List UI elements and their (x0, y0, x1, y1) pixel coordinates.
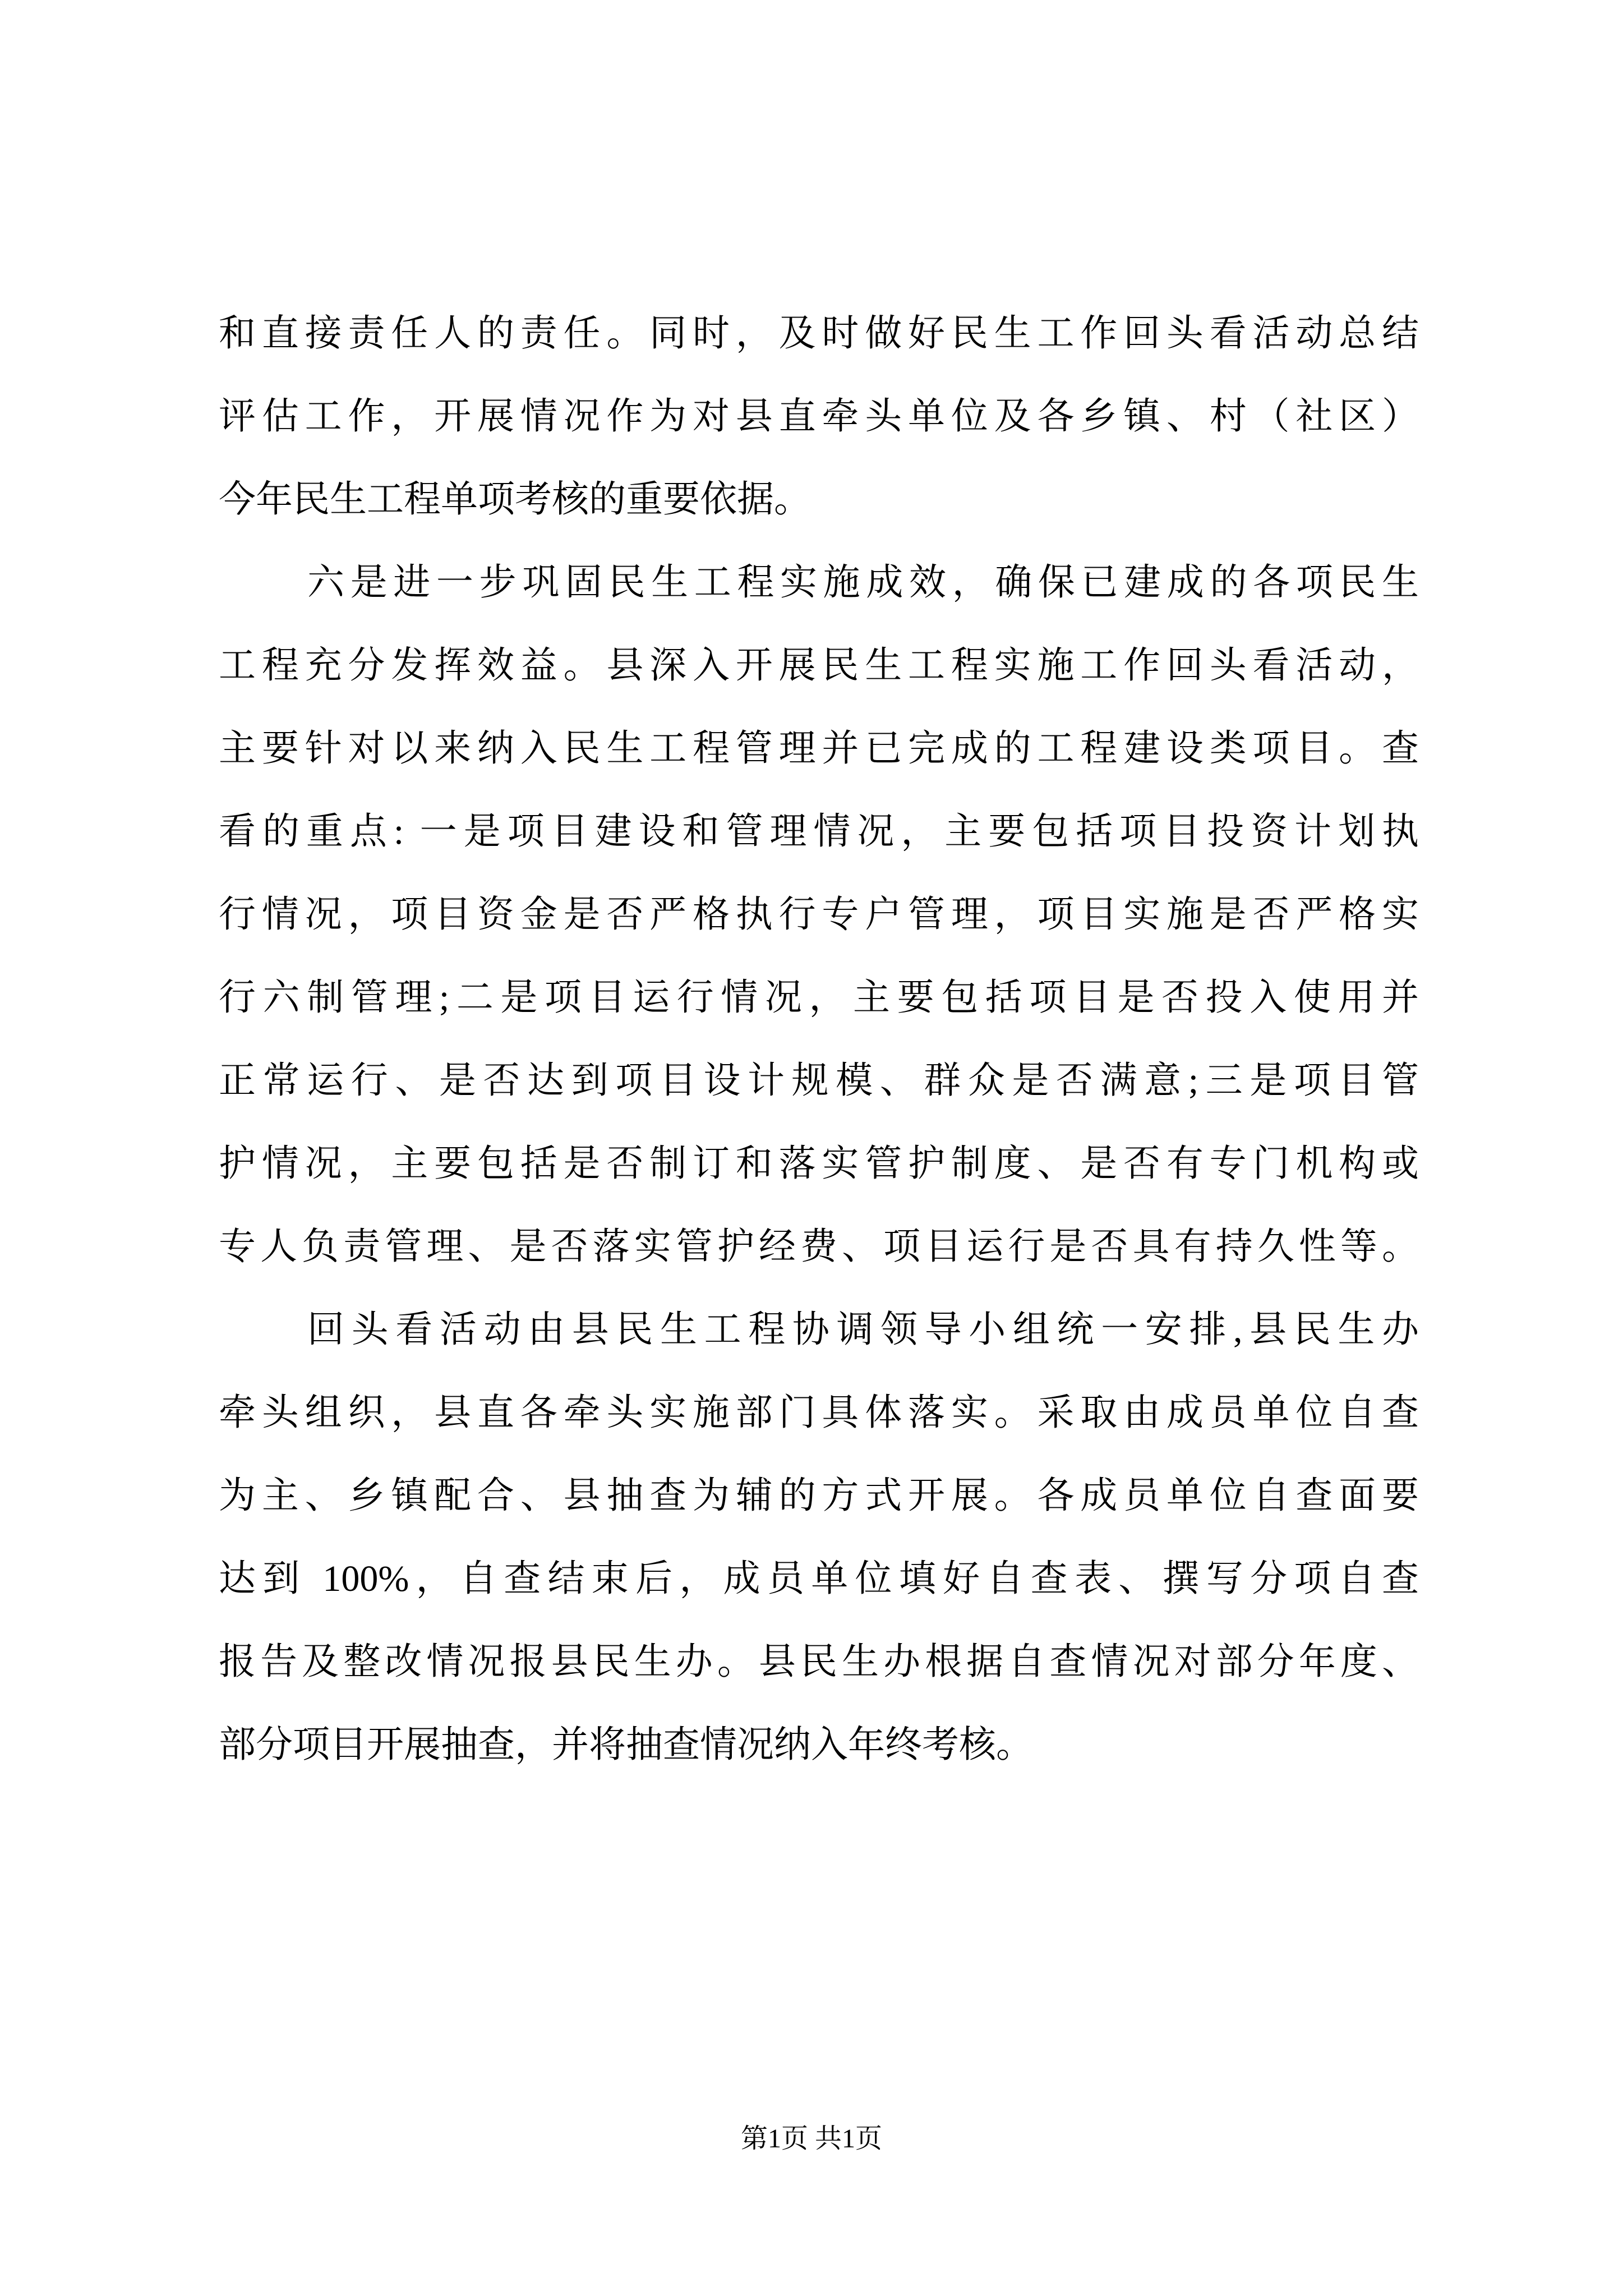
document-body (219, 292, 1419, 1787)
text-line: 报告及整改情况报县民生办。县民生办根据自查情况对部分年度、 (219, 1641, 1419, 1682)
text-line: 今年民生工程单项考核的重要依据。 (219, 479, 811, 520)
text-line: 评估工作，开展情况作为对县直牵头单位及各乡镇、村（社区） (219, 396, 1419, 437)
text-line: 专人负责管理、是否落实管护经费、项目运行是否具有持久性等。 (219, 1226, 1419, 1267)
text-line: 达到 100%，自查结束后，成员单位填好自查表、撰写分项自查 (219, 1558, 1419, 1599)
text-line: 工程充分发挥效益。县深入开展民生工程实施工作回头看活动， (219, 645, 1419, 686)
text-line: 六是进一步巩固民生工程实施成效，确保已建成的各项民生 (307, 562, 1419, 603)
text-line: 为主、乡镇配合、县抽查为辅的方式开展。各成员单位自查面要 (219, 1475, 1419, 1516)
text-line: 主要针对以来纳入民生工程管理并已完成的工程建设类项目。查 (219, 728, 1419, 769)
text-line: 部分项目开展抽查，并将抽查情况纳入年终考核。 (219, 1724, 1033, 1765)
text-line: 行情况，项目资金是否严格执行专户管理，项目实施是否严格实 (219, 894, 1419, 935)
text-line: 护情况，主要包括是否制订和落实管护制度、是否有专门机构或 (219, 1143, 1419, 1184)
text-line: 行六制管理;二是项目运行情况，主要包括项目是否投入使用并 (219, 977, 1419, 1018)
text-line: 看的重点: 一是项目建设和管理情况，主要包括项目投资计划执 (219, 811, 1419, 852)
text-line: 牵头组织，县直各牵头实施部门具体落实。采取由成员单位自查 (219, 1392, 1419, 1433)
text-line: 和直接责任人的责任。同时，及时做好民生工作回头看活动总结 (219, 313, 1419, 354)
text-line: 回头看活动由县民生工程协调领导小组统一安排,县民生办 (307, 1309, 1419, 1350)
page-footer: 第1页 共1页 (740, 2124, 882, 2154)
text-line: 正常运行、是否达到项目设计规模、群众是否满意;三是项目管 (219, 1060, 1419, 1101)
